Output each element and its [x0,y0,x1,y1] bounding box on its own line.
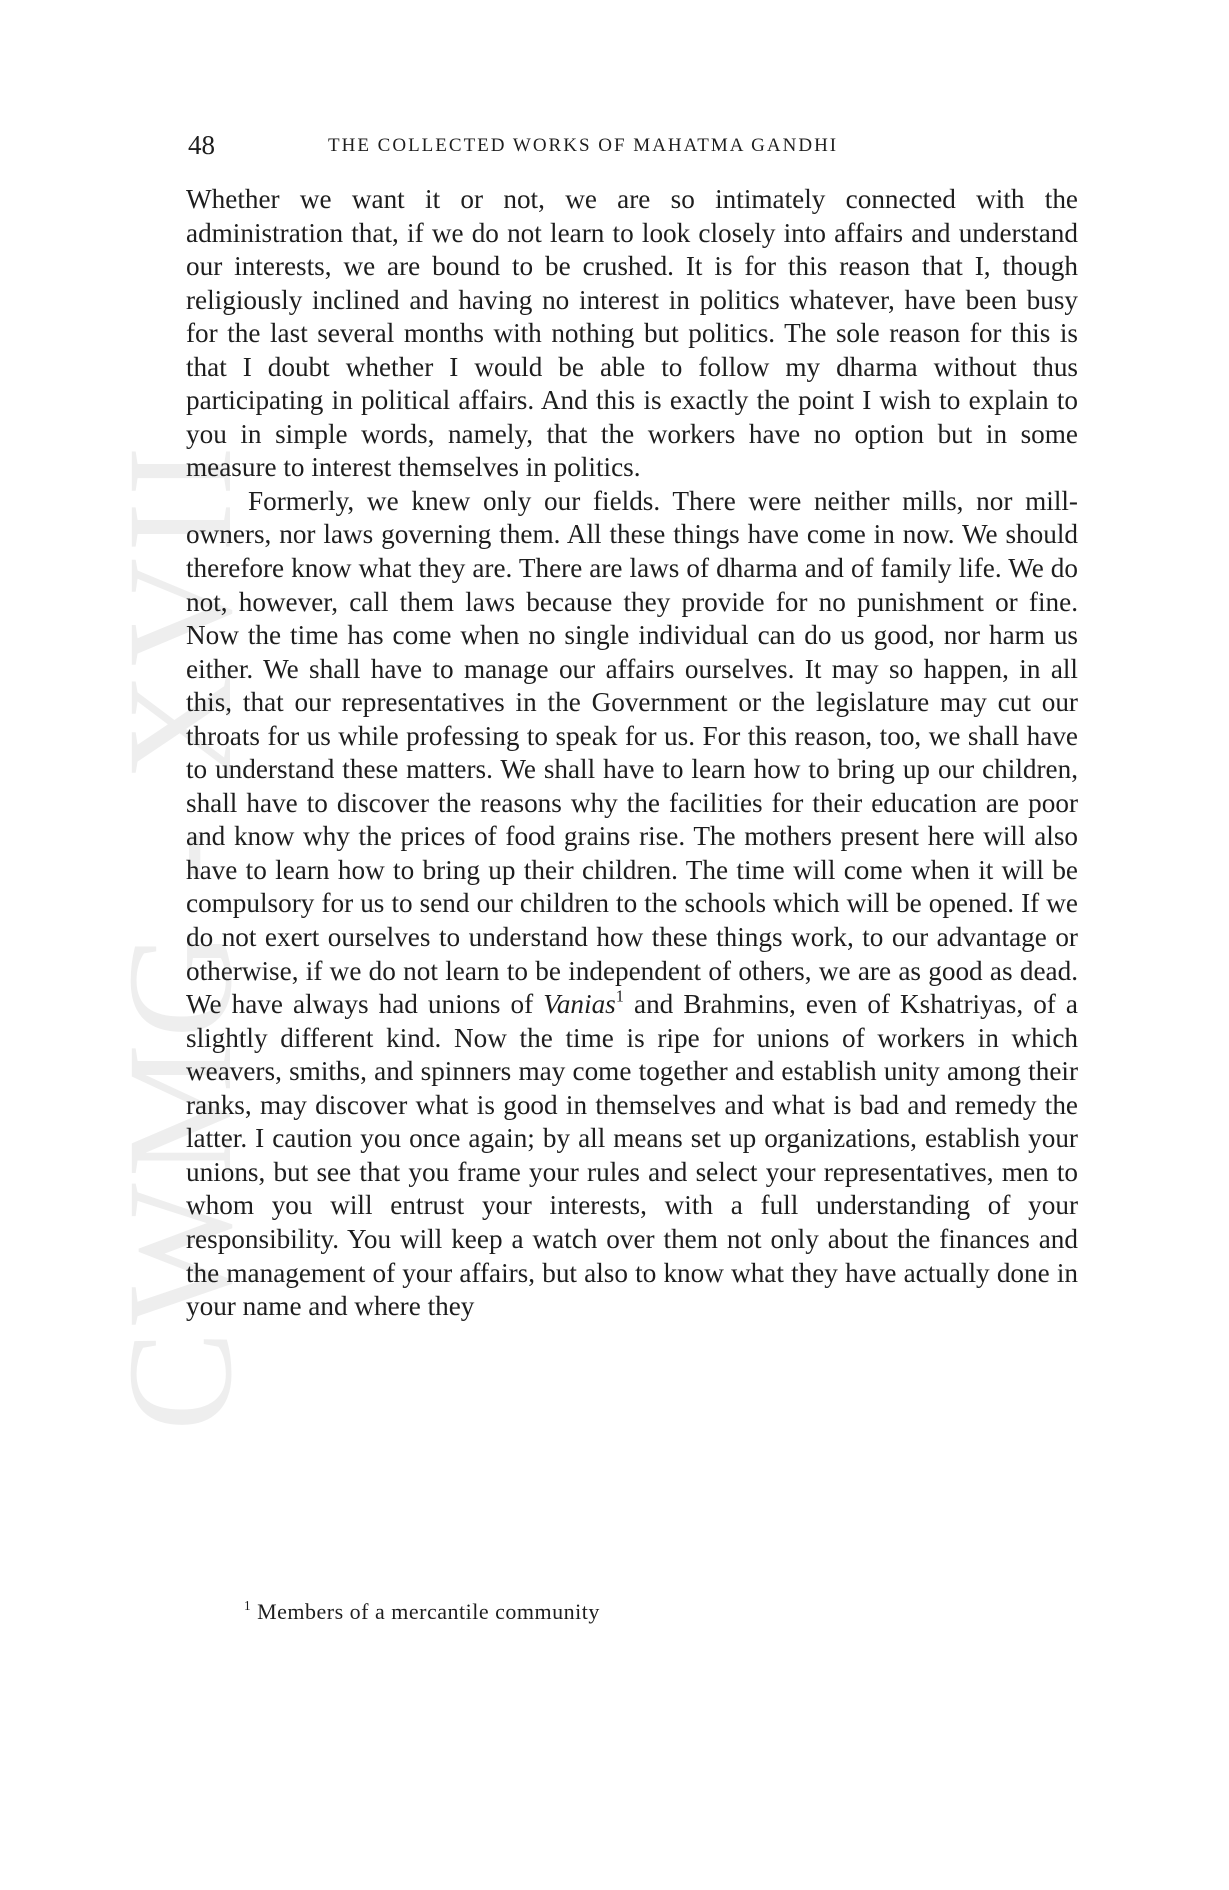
running-head: THE COLLECTED WORKS OF MAHATMA GANDHI [328,135,839,156]
footnote-text: Members of a mercantile community [257,1599,600,1624]
footnote [244,1598,600,1626]
footnote-marker: 1 [244,1597,252,1613]
body-text [186,183,1078,1324]
paragraph-2 [186,485,1078,1324]
footnote-reference: 1 [615,986,624,1006]
page-number: 48 [188,130,215,160]
paragraph-2-text-a: Formerly, we knew only our fields. There were neither mills, nor mill-owners, nor laws governing them. All these things have come in now. We should therefore know what they are. There are laws of dharma and of family life. We do not, however, call them laws because they provide for no punishment or fine. Now the time has come when no single individual can do us good, nor harm us either. We shall have to manage our affairs ourselves. It may so happen, in all this, that our representatives in the Government or the legislature may cut our throats for us while professing to speak for us. For this reason, too, we shall have to understand these matters. We shall have to learn how to bring up our children, shall have to discover the reasons why the facilities for their education are poor and know why the prices of food grains rise. The mothers present here will also have to learn how to bring up their children. The time will come when it will be compulsory for us to send our children to the schools which will be opened. If we do not exert ourselves to understand how these things work, to our advantage or otherwise, if we do not learn to be independent of others, we are as good as dead. We have always had unions of [186,485,1078,1020]
watermark: CWMG - XVII [97,440,263,1431]
paragraph-2-text-b: and Brahmins, even of Kshatriyas, of a slightly different kind. Now the time is ripe for unions of workers in which weavers, smiths, and spinners may come together and establish unity among their ranks, may discover what is good in themselves and what is bad and remedy the latter. I caution you once again; by all means set up organizations, establish your unions, but see that you frame your rules and select your representatives, men to whom you will entrust your interests, with a full understanding of your responsibility. You will keep a watch over them not only about the finances and the management of your affairs, but also to know what they have actually done in your name and where they [186,989,1078,1322]
paragraph-1: Whether we want it or not, we are so intimately connected with the administration that, if we do not learn to look closely into affairs and understand our interests, we are bound to be crushed. It is for this reason that I, though religiously inclined and having no interest in politics whatever, have been busy for the last several months with nothing but politics. The sole reason for this is that I doubt whether I would be able to follow my dharma without thus participating in political affairs. And this is exactly the point I wish to explain to you in simple words, namely, that the workers have no option but in some measure to interest themselves in politics. [186,184,1078,483]
vanias-term: Vanias [543,989,616,1020]
